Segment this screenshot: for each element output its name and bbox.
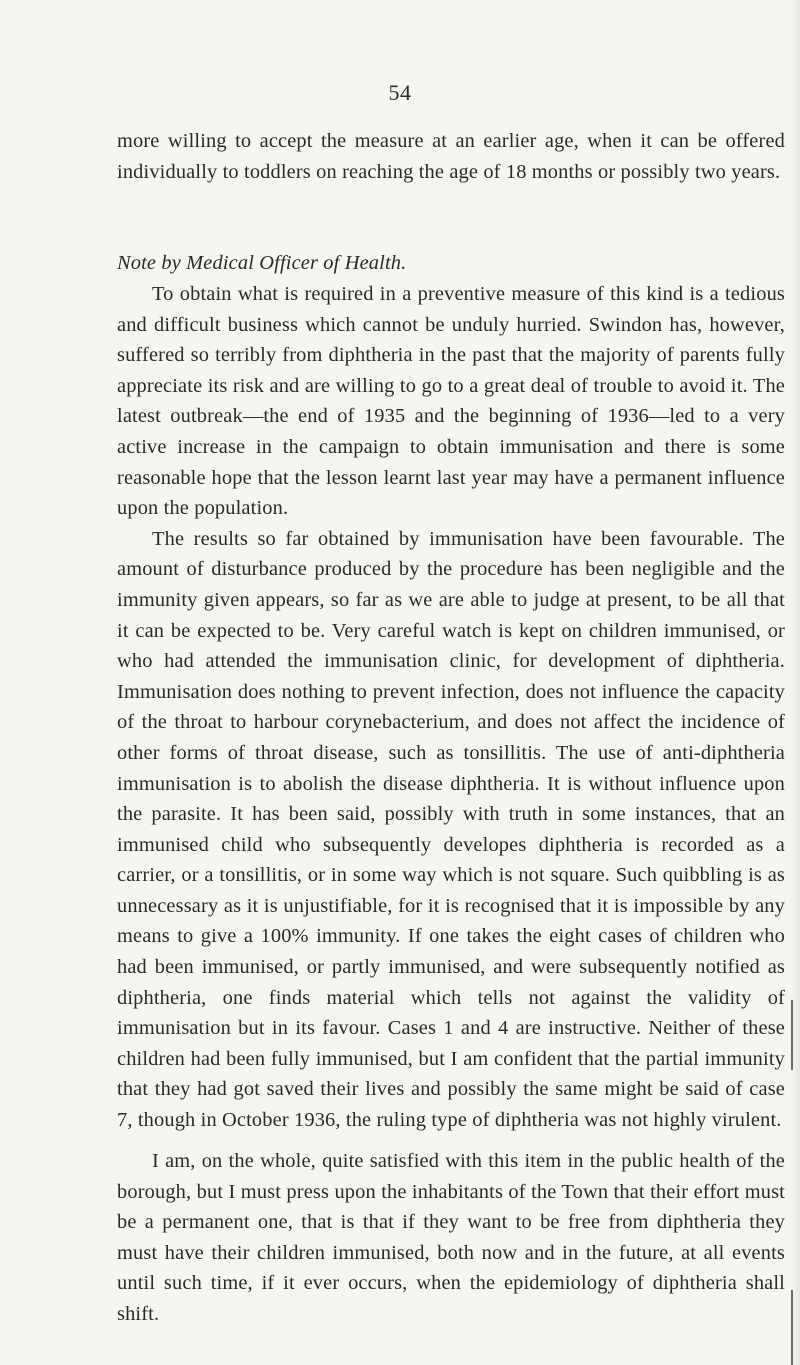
intro-paragraph-block [117,126,785,187]
paragraph-closing: I am, on the whole, quite satisfied with this item in the public health of the borough, but I must press upon the inhabitants of the Town that their effort must be a permanent one, that is that if they want to be free from diphtheria they must have their children immunised, both now and in the future, at all events until such time, if it ever occurs, when the epidemiology of diphtheria shall shift. [117,1150,785,1325]
page-number: 54 [388,80,412,105]
note-heading: Note by Medical Officer of Health. [117,252,407,274]
paragraph-results: The results so far obtained by immunisation have been favourable. The amount of disturbance produced by the procedure has been negligible and the immunity given appears, so far as we are able to judge at present, to be all that it can be expected to be. Very careful watch is kept on children immunised, or who had attended the immunisation clinic, for development of diphtheria. Immunisation does nothing to prevent infection, does not influence the capacity of the throat to harbour corynebacterium, and does not affect the incidence of other forms of throat disease, such as tonsillitis. The use of anti-diphtheria immunisation is to abolish the disease diphtheria. It is without influence upon the parasite. It has been said, possibly with truth in some instances, that an immunised child who subsequently developes diphtheria is recorded as a carrier, or a tonsillitis, or in some way which is not square. Such quibbling is as unnecessary as it is unjustifiable, for it is recognised that it is impossible by any means to give a 100% immunity. If one takes the eight cases of children who had been immunised, or partly immunised, and were subsequently notified as diphtheria, one finds material which tells not against the validity of immunisation but in its favour. Cases 1 and 4 are instructive. Neither of these children had been fully immunised, but I am confident that the partial immunity that they had got saved their lives and possibly the same might be said of case 7, though in October 1936, the ruling type of diphtheria was not highly virulent. [117,527,785,1132]
page-edge-mark [791,1000,793,1070]
page-edge-mark [791,1290,793,1365]
closing-paragraph-block [117,1146,785,1330]
intro-paragraph: more willing to accept the measure at an earlier age, when it can be offered individually to toddlers on reaching the age of 18 months or possibly two years. [117,130,785,183]
paragraph-campaign: To obtain what is required in a preventive measure of this kind is a tedious and difficult business which cannot be unduly hurried. Swindon has, however, suffered so terribly from diphtheria in the past that the majority of parents fully appreciate its risk and are willing to go to a great deal of trouble to avoid it. The latest outbreak—the end of 1935 and the beginning of 1936—led to a very active increase in the campaign to obtain immunisation and there is some reasonable hope that the lesson learnt last year may have a permanent influence upon the population. [117,283,785,520]
page-edge-shadow [790,0,800,1365]
note-heading-block [117,248,785,279]
body-text-block [117,279,785,1136]
